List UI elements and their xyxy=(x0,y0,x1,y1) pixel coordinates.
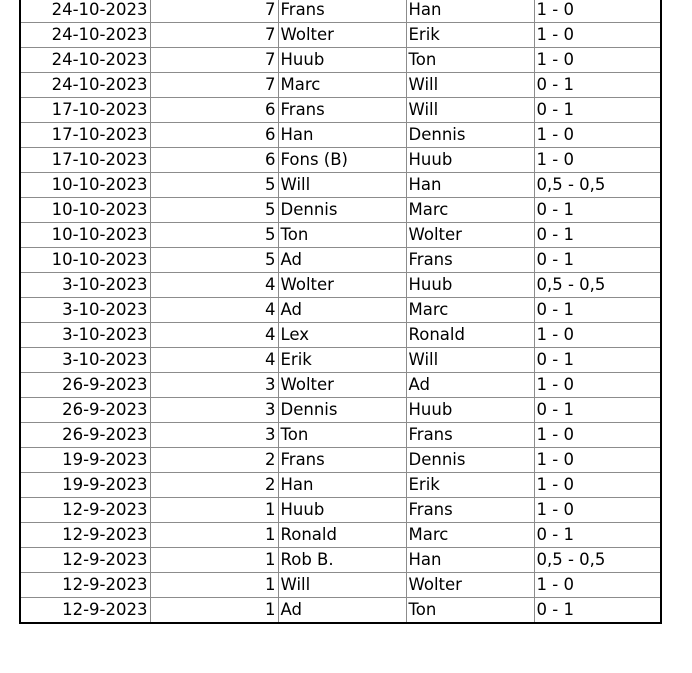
player-black-cell[interactable]: Han xyxy=(406,0,534,23)
date-cell[interactable]: 12-9-2023 xyxy=(21,523,150,548)
player-black-cell[interactable]: Will xyxy=(406,73,534,98)
date-cell[interactable]: 12-9-2023 xyxy=(21,598,150,623)
date-cell[interactable]: 3-10-2023 xyxy=(21,273,150,298)
table-row xyxy=(21,223,660,248)
round-cell[interactable]: 3 xyxy=(150,423,278,448)
result-cell[interactable]: 1 - 0 xyxy=(534,323,660,348)
player-black-cell[interactable]: Will xyxy=(406,348,534,373)
round-cell[interactable]: 5 xyxy=(150,173,278,198)
player-white-cell[interactable]: Dennis xyxy=(278,398,406,423)
table-row xyxy=(21,473,660,498)
result-cell[interactable]: 1 - 0 xyxy=(534,373,660,398)
player-black-cell[interactable]: Frans xyxy=(406,498,534,523)
player-black-cell[interactable]: Marc xyxy=(406,523,534,548)
result-cell[interactable]: 0 - 1 xyxy=(534,198,660,223)
round-cell[interactable]: 5 xyxy=(150,223,278,248)
player-black-cell[interactable]: Wolter xyxy=(406,573,534,598)
player-white-cell[interactable]: Wolter xyxy=(278,373,406,398)
player-white-cell[interactable]: Lex xyxy=(278,323,406,348)
result-cell[interactable]: 0 - 1 xyxy=(534,248,660,273)
date-cell[interactable]: 12-9-2023 xyxy=(21,548,150,573)
player-white-cell[interactable]: Han xyxy=(278,123,406,148)
round-cell[interactable]: 3 xyxy=(150,373,278,398)
round-cell[interactable]: 1 xyxy=(150,498,278,523)
results-table xyxy=(21,0,660,622)
player-white-cell[interactable]: Wolter xyxy=(278,23,406,48)
table-row xyxy=(21,48,660,73)
date-cell[interactable]: 19-9-2023 xyxy=(21,473,150,498)
table-row xyxy=(21,398,660,423)
round-cell[interactable]: 4 xyxy=(150,273,278,298)
round-cell[interactable]: 6 xyxy=(150,98,278,123)
date-cell[interactable]: 24-10-2023 xyxy=(21,48,150,73)
round-cell[interactable]: 4 xyxy=(150,298,278,323)
date-cell[interactable]: 17-10-2023 xyxy=(21,98,150,123)
table-row xyxy=(21,548,660,573)
result-cell[interactable]: 1 - 0 xyxy=(534,573,660,598)
table-row xyxy=(21,598,660,623)
player-black-cell[interactable]: Dennis xyxy=(406,123,534,148)
round-cell[interactable]: 3 xyxy=(150,398,278,423)
table-row xyxy=(21,298,660,323)
date-cell[interactable]: 10-10-2023 xyxy=(21,173,150,198)
player-black-cell[interactable]: Marc xyxy=(406,198,534,223)
result-cell[interactable]: 0 - 1 xyxy=(534,98,660,123)
date-cell[interactable]: 10-10-2023 xyxy=(21,248,150,273)
date-cell[interactable]: 3-10-2023 xyxy=(21,323,150,348)
table-row xyxy=(21,423,660,448)
player-black-cell[interactable]: Will xyxy=(406,98,534,123)
round-cell[interactable]: 1 xyxy=(150,598,278,623)
table-row xyxy=(21,98,660,123)
result-cell[interactable]: 1 - 0 xyxy=(534,48,660,73)
round-cell[interactable]: 1 xyxy=(150,548,278,573)
round-cell[interactable]: 4 xyxy=(150,348,278,373)
date-cell[interactable]: 26-9-2023 xyxy=(21,373,150,398)
player-white-cell[interactable]: Frans xyxy=(278,448,406,473)
player-white-cell[interactable]: Han xyxy=(278,473,406,498)
table-row xyxy=(21,523,660,548)
results-sheet xyxy=(19,0,662,624)
round-cell[interactable]: 2 xyxy=(150,473,278,498)
player-white-cell[interactable]: Ton xyxy=(278,223,406,248)
player-white-cell[interactable]: Ad xyxy=(278,298,406,323)
player-white-cell[interactable]: Ton xyxy=(278,423,406,448)
player-black-cell[interactable]: Huub xyxy=(406,148,534,173)
player-black-cell[interactable]: Wolter xyxy=(406,223,534,248)
player-black-cell[interactable]: Huub xyxy=(406,398,534,423)
player-white-cell[interactable]: Marc xyxy=(278,73,406,98)
date-cell[interactable]: 10-10-2023 xyxy=(21,198,150,223)
player-white-cell[interactable]: Will xyxy=(278,173,406,198)
date-cell[interactable]: 10-10-2023 xyxy=(21,223,150,248)
player-white-cell[interactable]: Fons (B) xyxy=(278,148,406,173)
result-cell[interactable]: 1 - 0 xyxy=(534,448,660,473)
round-cell[interactable]: 7 xyxy=(150,0,278,23)
round-cell[interactable]: 1 xyxy=(150,523,278,548)
player-black-cell[interactable]: Ad xyxy=(406,373,534,398)
date-cell[interactable]: 17-10-2023 xyxy=(21,123,150,148)
round-cell[interactable]: 2 xyxy=(150,448,278,473)
player-black-cell[interactable]: Dennis xyxy=(406,448,534,473)
result-cell[interactable]: 1 - 0 xyxy=(534,23,660,48)
date-cell[interactable]: 24-10-2023 xyxy=(21,0,150,23)
round-cell[interactable]: 7 xyxy=(150,73,278,98)
table-row xyxy=(21,573,660,598)
player-white-cell[interactable]: Rob B. xyxy=(278,548,406,573)
table-row xyxy=(21,23,660,48)
date-cell[interactable]: 12-9-2023 xyxy=(21,498,150,523)
player-black-cell[interactable]: Erik xyxy=(406,473,534,498)
round-cell[interactable]: 7 xyxy=(150,23,278,48)
result-cell[interactable]: 0 - 1 xyxy=(534,348,660,373)
player-white-cell[interactable]: Huub xyxy=(278,48,406,73)
player-black-cell[interactable]: Ronald xyxy=(406,323,534,348)
table-row xyxy=(21,198,660,223)
table-row xyxy=(21,498,660,523)
result-cell[interactable]: 1 - 0 xyxy=(534,498,660,523)
result-cell[interactable]: 1 - 0 xyxy=(534,0,660,23)
round-cell[interactable]: 4 xyxy=(150,323,278,348)
date-cell[interactable]: 26-9-2023 xyxy=(21,423,150,448)
player-black-cell[interactable]: Han xyxy=(406,548,534,573)
player-black-cell[interactable]: Ton xyxy=(406,598,534,623)
date-cell[interactable]: 3-10-2023 xyxy=(21,348,150,373)
table-row xyxy=(21,348,660,373)
date-cell[interactable]: 12-9-2023 xyxy=(21,573,150,598)
result-cell[interactable]: 0 - 1 xyxy=(534,523,660,548)
player-white-cell[interactable]: Ronald xyxy=(278,523,406,548)
round-cell[interactable]: 5 xyxy=(150,248,278,273)
round-cell[interactable]: 7 xyxy=(150,48,278,73)
player-black-cell[interactable]: Frans xyxy=(406,248,534,273)
round-cell[interactable]: 5 xyxy=(150,198,278,223)
table-row xyxy=(21,248,660,273)
date-cell[interactable]: 17-10-2023 xyxy=(21,148,150,173)
player-black-cell[interactable]: Ton xyxy=(406,48,534,73)
date-cell[interactable]: 24-10-2023 xyxy=(21,23,150,48)
player-white-cell[interactable]: Frans xyxy=(278,0,406,23)
round-cell[interactable]: 6 xyxy=(150,123,278,148)
result-cell[interactable]: 1 - 0 xyxy=(534,473,660,498)
results-table-body xyxy=(21,0,660,622)
table-row xyxy=(21,448,660,473)
player-white-cell[interactable]: Dennis xyxy=(278,198,406,223)
result-cell[interactable]: 0 - 1 xyxy=(536,600,574,619)
table-row xyxy=(21,0,660,23)
table-row xyxy=(21,173,660,198)
player-black-cell[interactable]: Marc xyxy=(406,298,534,323)
player-white-cell[interactable]: Wolter xyxy=(278,273,406,298)
round-cell[interactable]: 1 xyxy=(150,573,278,598)
player-black-cell[interactable]: Erik xyxy=(406,23,534,48)
date-cell[interactable]: 3-10-2023 xyxy=(21,298,150,323)
player-black-cell[interactable]: Frans xyxy=(406,423,534,448)
player-white-cell[interactable]: Ad xyxy=(278,598,406,623)
player-white-cell[interactable]: Huub xyxy=(278,498,406,523)
table-row xyxy=(21,373,660,398)
table-row xyxy=(21,323,660,348)
player-white-cell[interactable]: Erik xyxy=(278,348,406,373)
result-cell[interactable]: 0,5 - 0,5 xyxy=(534,273,660,298)
result-cell[interactable]: 0,5 - 0,5 xyxy=(534,548,660,573)
result-cell[interactable]: 0 - 1 xyxy=(534,223,660,248)
player-white-cell[interactable]: Ad xyxy=(278,248,406,273)
player-white-cell[interactable]: Will xyxy=(278,573,406,598)
player-white-cell[interactable]: Frans xyxy=(278,98,406,123)
table-row xyxy=(21,73,660,98)
result-cell[interactable]: 1 - 0 xyxy=(534,123,660,148)
result-cell[interactable]: 0,5 - 0,5 xyxy=(534,173,660,198)
result-cell[interactable]: 1 - 0 xyxy=(534,423,660,448)
round-cell[interactable]: 6 xyxy=(150,148,278,173)
date-cell[interactable]: 19-9-2023 xyxy=(21,448,150,473)
player-black-cell[interactable]: Huub xyxy=(406,273,534,298)
date-cell[interactable]: 26-9-2023 xyxy=(21,398,150,423)
result-cell[interactable]: 0 - 1 xyxy=(534,298,660,323)
result-cell[interactable]: 0 - 1 xyxy=(534,398,660,423)
result-cell[interactable]: 0 - 1 xyxy=(534,73,660,98)
player-black-cell[interactable]: Han xyxy=(406,173,534,198)
table-row xyxy=(21,123,660,148)
date-cell[interactable]: 24-10-2023 xyxy=(21,73,150,98)
result-cell[interactable]: 1 - 0 xyxy=(534,148,660,173)
table-row xyxy=(21,273,660,298)
table-row xyxy=(21,148,660,173)
